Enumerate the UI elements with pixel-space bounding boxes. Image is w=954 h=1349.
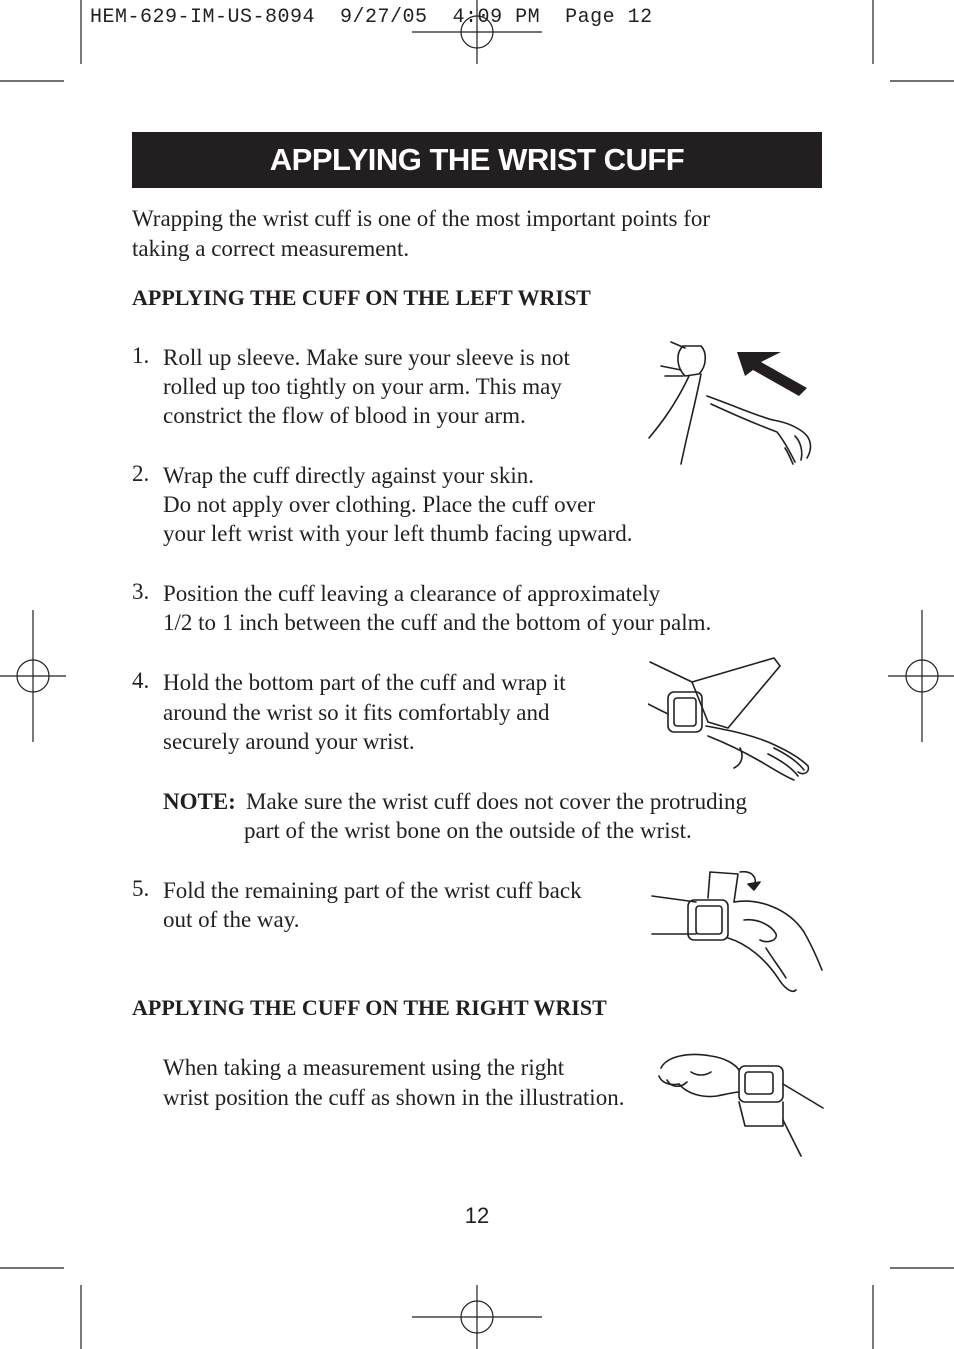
step-1-line-2: rolled up too tightly on your arm. This may <box>163 374 562 399</box>
step-2-line-3: your left wrist with your left thumb facing upward. <box>163 521 633 546</box>
note-line-2: part of the wrist bone on the outside of the wrist. <box>244 818 692 843</box>
step-3-number: 3. <box>132 579 150 604</box>
roll-sleeve-illustration <box>645 336 820 471</box>
left-wrist-heading: APPLYING THE CUFF ON THE LEFT WRIST <box>132 285 591 310</box>
fold-cuff-illustration <box>648 868 826 996</box>
step-1-line-3: constrict the flow of blood in your arm. <box>163 403 526 428</box>
right-wrist-heading: APPLYING THE CUFF ON THE RIGHT WRIST <box>132 995 607 1020</box>
intro-line-2: taking a correct measurement. <box>132 236 410 261</box>
step-4-line-3: securely around your wrist. <box>163 729 415 754</box>
print-slug-line: HEM-629-IM-US-8094 9/27/05 4:09 PM Page 12 <box>90 6 653 29</box>
step-2-line-2: Do not apply over clothing. Place the cuff over <box>163 492 595 517</box>
right-wrist-line-2: wrist position the cuff as shown in the illustration. <box>163 1085 625 1110</box>
step-4-line-2: around the wrist so it fits comfortably and <box>163 700 550 725</box>
wrap-cuff-illustration <box>648 656 813 782</box>
intro-line-1: Wrapping the wrist cuff is one of the most important points for <box>132 206 711 231</box>
section-title-banner: APPLYING THE WRIST CUFF <box>132 132 822 188</box>
right-wrist-line-1: When taking a measurement using the right <box>163 1055 565 1080</box>
step-4-number: 4. <box>132 668 150 693</box>
note-line-1: Make sure the wrist cuff does not cover the protruding <box>246 789 747 814</box>
step-5-line-2: out of the way. <box>163 907 300 932</box>
step-1-number: 1. <box>132 343 150 368</box>
right-wrist-illustration <box>655 1048 825 1160</box>
step-5-line-1: Fold the remaining part of the wrist cuff back <box>163 878 582 903</box>
step-3-line-2: 1/2 to 1 inch between the cuff and the bottom of your palm. <box>163 610 712 635</box>
note-label <box>163 787 236 817</box>
step-5-number: 5. <box>132 876 150 901</box>
step-2-line-1: Wrap the cuff directly against your skin. <box>163 463 535 488</box>
page-number: 12 <box>464 1203 490 1228</box>
step-4-line-1: Hold the bottom part of the cuff and wrap it <box>163 670 566 695</box>
note-label-text: NOTE: <box>163 789 236 814</box>
step-2-number: 2. <box>132 461 150 486</box>
step-1-line-1: Roll up sleeve. Make sure your sleeve is not <box>163 345 570 370</box>
step-3-line-1: Position the cuff leaving a clearance of approximately <box>163 581 661 606</box>
